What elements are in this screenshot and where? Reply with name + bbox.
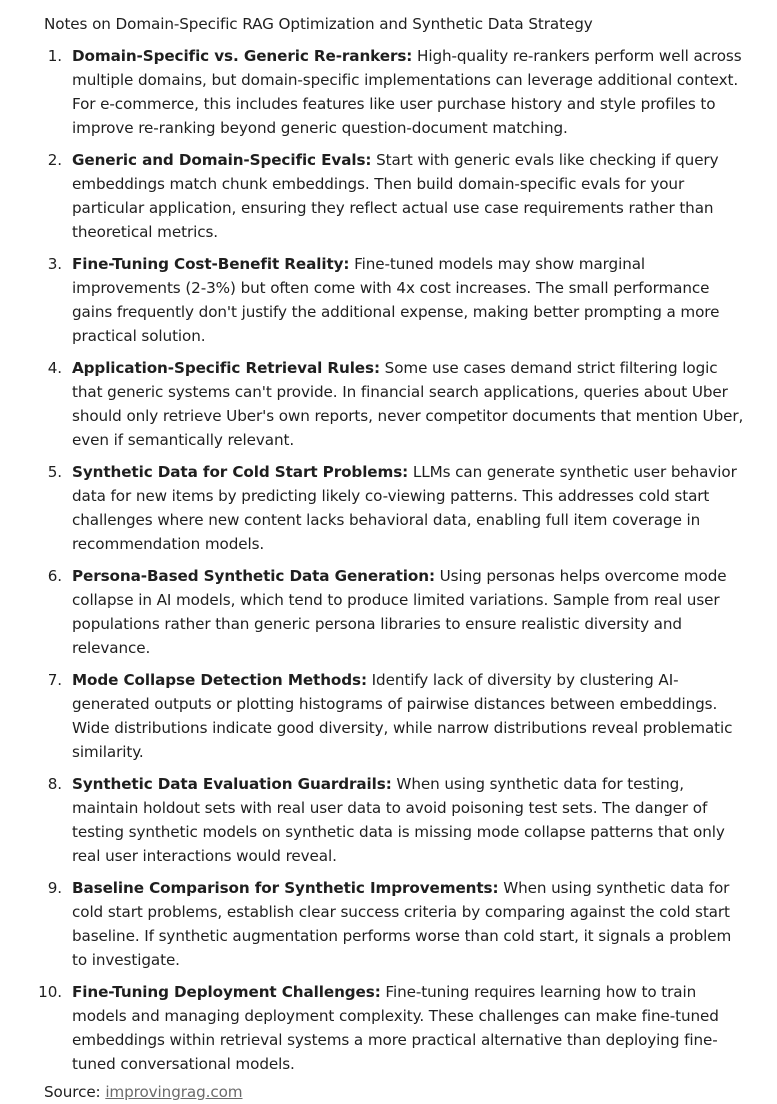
list-item-number: 4. <box>47 359 62 377</box>
list-item-heading: Application-Specific Retrieval Rules: <box>72 359 380 377</box>
list-item-number: 2. <box>47 151 62 169</box>
list-item-heading: Mode Collapse Detection Methods: <box>72 671 367 689</box>
list-item <box>38 980 747 1076</box>
list-item-text: When using synthetic data for testing, maintain holdout sets with real user data to avoid poisoning test sets. The danger of testing synthetic models on synthetic data is missing mode collapse patterns that only real user interactions would reveal. <box>72 775 725 865</box>
list-item-heading: Synthetic Data for Cold Start Problems: <box>72 463 409 481</box>
list-item-text: High-quality re-rankers perform well across multiple domains, but domain-specific implementations can leverage additional context. For e-commerce, this includes features like user purchase history and style profiles to improve re-ranking beyond generic question-document matching. <box>72 47 742 137</box>
list-item-heading: Baseline Comparison for Synthetic Improvements: <box>72 879 499 897</box>
list-item <box>44 356 747 452</box>
list-item-heading: Fine-Tuning Cost-Benefit Reality: <box>72 255 350 273</box>
list-item-number: 5. <box>47 463 62 481</box>
list-item-text: When using synthetic data for cold start problems, establish clear success criteria by comparing against the cold start baseline. If synthetic augmentation performs worse than cold start, it signals a problem to investigate. <box>72 879 732 969</box>
source-link[interactable]: improvingrag.com <box>105 1083 243 1101</box>
list-item <box>44 44 747 140</box>
list-item <box>44 148 747 244</box>
notes-list <box>38 44 747 1076</box>
list-item-heading: Fine-Tuning Deployment Challenges: <box>72 983 381 1001</box>
list-item-text: Identify lack of diversity by clustering AI-generated outputs or plotting histograms of pairwise distances between embeddings. Wide distributions indicate good diversity, while narrow distributions reveal problematic similarity. <box>72 671 733 761</box>
document-title: Notes on Domain-Specific RAG Optimization and Synthetic Data Strategy <box>44 15 593 33</box>
list-item <box>44 252 747 348</box>
list-item <box>44 460 747 556</box>
list-item-heading: Domain-Specific vs. Generic Re-rankers: <box>72 47 413 65</box>
list-item-text: LLMs can generate synthetic user behavior data for new items by predicting likely co-viewing patterns. This addresses cold start challenges where new content lacks behavioral data, enabling full item coverage in recommendation models. <box>72 463 737 553</box>
list-item-heading: Generic and Domain-Specific Evals: <box>72 151 372 169</box>
source-line <box>44 1080 747 1104</box>
list-item <box>44 876 747 972</box>
list-item-number: 10. <box>38 983 62 1001</box>
list-item-text: Fine-tuned models may show marginal improvements (2-3%) but often come with 4x cost increases. The small performance gains frequently don't justify the additional expense, making better prompting a more practical solution. <box>72 255 720 345</box>
list-item-text: Some use cases demand strict filtering logic that generic systems can't provide. In financial search applications, queries about Uber should only retrieve Uber's own reports, never competitor documents that mention Uber, even if semantically relevant. <box>72 359 744 449</box>
list-item-heading: Persona-Based Synthetic Data Generation: <box>72 567 435 585</box>
list-item-heading: Synthetic Data Evaluation Guardrails: <box>72 775 392 793</box>
list-item-text: Using personas helps overcome mode collapse in AI models, which tend to produce limited variations. Sample from real user populations rather than generic persona libraries to ensure realistic diversity and relevance. <box>72 567 727 657</box>
list-item-number: 8. <box>47 775 62 793</box>
list-item-number: 9. <box>47 879 62 897</box>
list-item <box>44 772 747 868</box>
list-item-text: Fine-tuning requires learning how to train models and managing deployment complexity. These challenges can make fine-tuned embeddings within retrieval systems a more practical alternative than deploying fine-tuned conversational models. <box>72 983 719 1073</box>
list-item-text: Start with generic evals like checking if query embeddings match chunk embeddings. Then build domain-specific evals for your particular application, ensuring they reflect actual use case requirements rather than theoretical metrics. <box>72 151 719 241</box>
list-item <box>44 668 747 764</box>
list-item-number: 7. <box>47 671 62 689</box>
list-item <box>44 564 747 660</box>
list-item-number: 6. <box>47 567 62 585</box>
source-label: Source: <box>44 1083 106 1101</box>
list-item-number: 3. <box>47 255 62 273</box>
list-item-number: 1. <box>47 47 62 65</box>
